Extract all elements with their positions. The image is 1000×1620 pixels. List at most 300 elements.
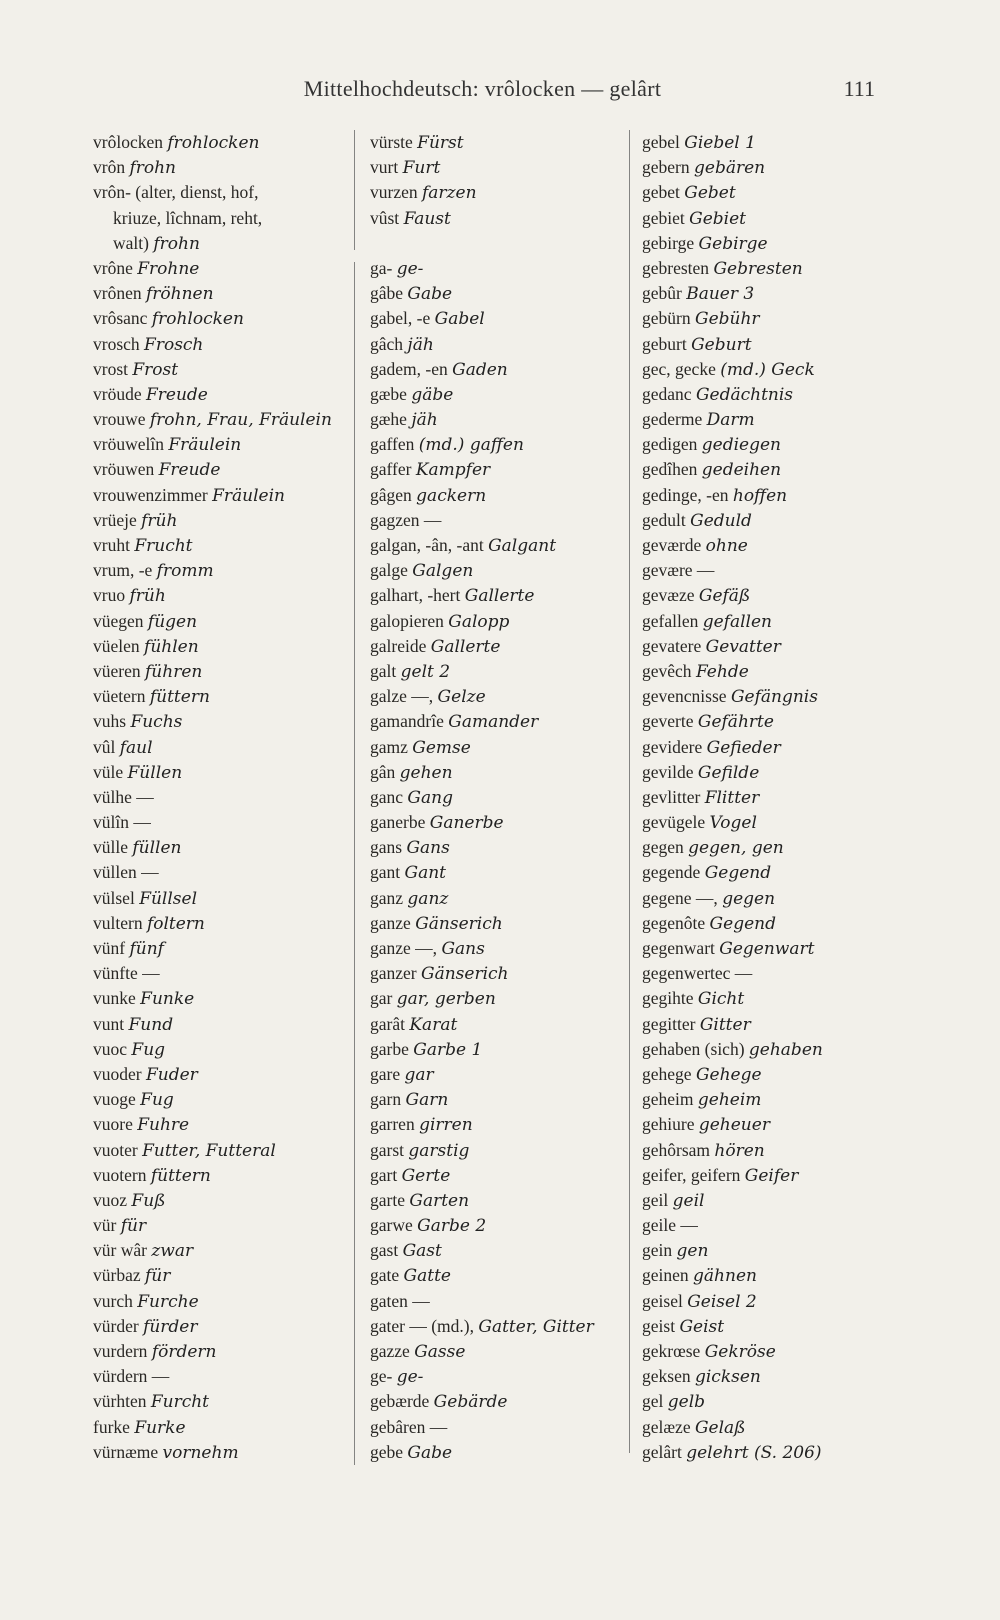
dictionary-entry xyxy=(642,835,942,860)
entry-gloss: Flitter xyxy=(704,787,760,808)
entry-gloss: Gevatter xyxy=(705,636,781,657)
entry-headword: gevêch xyxy=(642,660,692,681)
dictionary-entry xyxy=(642,1339,942,1364)
entry-gloss: gähnen xyxy=(693,1266,757,1287)
entry-gloss: gegen, gen xyxy=(688,838,784,859)
entry-gloss: Frohne xyxy=(137,258,200,279)
dictionary-entry xyxy=(93,1238,343,1263)
entry-headword: gæhe xyxy=(370,409,407,430)
dictionary-entry xyxy=(642,231,942,256)
entry-gloss: gedeihen xyxy=(701,460,782,481)
entry-gloss: Garten xyxy=(409,1190,470,1211)
entry-gloss: Garbe 1 xyxy=(413,1039,483,1060)
dictionary-entry xyxy=(370,332,625,357)
entry-gloss: Gans xyxy=(441,939,485,959)
dictionary-entry xyxy=(93,231,343,256)
entry-gloss: Gant xyxy=(404,863,447,884)
entry-headword: vrost xyxy=(93,358,128,379)
dictionary-entry xyxy=(370,180,625,205)
dictionary-entry xyxy=(93,1188,343,1213)
entry-headword: gebe xyxy=(370,1441,404,1462)
page-header xyxy=(90,76,875,106)
entry-gloss: ohne xyxy=(705,536,748,556)
dictionary-entry xyxy=(370,155,625,180)
dictionary-entry xyxy=(642,886,942,911)
entry-gloss: Freude xyxy=(158,460,221,481)
entry-headword: galopieren xyxy=(370,610,444,631)
dictionary-entry xyxy=(370,206,625,231)
dictionary-entry xyxy=(642,306,942,331)
dictionary-entry xyxy=(370,533,625,558)
dictionary-entry xyxy=(642,1389,942,1414)
dictionary-entry xyxy=(642,709,942,734)
entry-gloss: vornehm xyxy=(162,1442,239,1463)
dictionary-entry xyxy=(93,155,343,180)
entry-headword: gegenwart xyxy=(642,938,715,958)
entry-headword: galhart, -hert xyxy=(370,585,461,606)
entry-gloss: Fürst xyxy=(417,133,464,153)
entry-gloss: Gefängnis xyxy=(730,687,818,708)
entry-gloss: frohlocken xyxy=(151,309,244,330)
dictionary-entry xyxy=(642,961,942,986)
dictionary-entry xyxy=(93,684,343,709)
entry-gloss: Gekröse xyxy=(704,1342,776,1362)
dictionary-entry xyxy=(370,634,625,659)
entry-headword: garst xyxy=(370,1139,405,1160)
entry-headword: garn xyxy=(370,1089,402,1110)
entry-gloss: Gitter xyxy=(699,1014,751,1035)
entry-gloss: führen xyxy=(145,661,203,682)
entry-gloss: gen xyxy=(676,1241,709,1262)
dictionary-entry xyxy=(370,256,625,281)
entry-headword: gans xyxy=(370,837,403,858)
dictionary-entry xyxy=(642,1213,942,1238)
entry-headword: vrôlocken xyxy=(93,132,163,152)
entry-headword: gederme xyxy=(642,409,703,430)
entry-gloss: gegen xyxy=(722,888,776,909)
entry-headword: gevlitter xyxy=(642,786,701,807)
entry-gloss: füttern xyxy=(149,687,210,708)
entry-gloss: Gallerte xyxy=(430,636,501,657)
entry-headword: gaffer xyxy=(370,459,412,480)
entry-headword: vrône xyxy=(93,257,133,278)
entry-gloss: für xyxy=(145,1266,171,1287)
entry-headword: vuoz xyxy=(93,1189,128,1210)
dictionary-entry xyxy=(642,609,942,634)
dictionary-entry xyxy=(642,735,942,760)
entry-headword: vülle xyxy=(93,837,128,858)
entry-gloss: Vogel xyxy=(709,813,757,834)
dictionary-entry xyxy=(93,886,343,911)
entry-headword: geist xyxy=(642,1315,676,1336)
entry-headword: gelæze xyxy=(642,1416,691,1437)
entry-headword: vuotern xyxy=(93,1164,147,1185)
entry-gloss: gefallen xyxy=(702,611,772,632)
dictionary-entry xyxy=(370,911,625,936)
dictionary-entry xyxy=(93,1012,343,1037)
dictionary-entry xyxy=(642,155,942,180)
entry-headword: ga- xyxy=(370,257,393,278)
entry-gloss: Fug xyxy=(140,1090,174,1111)
entry-gloss: Gatte xyxy=(403,1266,451,1287)
dictionary-entry xyxy=(642,281,942,306)
entry-headword: vrônen xyxy=(93,283,142,304)
dictionary-entry xyxy=(93,1339,343,1364)
entry-gloss: Fuder xyxy=(145,1064,198,1085)
entry-gloss: Gebärde xyxy=(433,1392,508,1413)
dictionary-entry xyxy=(370,1339,625,1364)
entry-gloss: Gefährte xyxy=(697,712,774,733)
dictionary-entry xyxy=(93,1364,343,1389)
entry-headword: geisel xyxy=(642,1290,683,1311)
entry-headword: vunke xyxy=(93,988,136,1009)
dictionary-entry xyxy=(93,180,343,205)
entry-gloss: Füllsel xyxy=(139,888,198,909)
entry-headword: gâgen xyxy=(370,484,412,505)
dictionary-entry xyxy=(93,306,343,331)
entry-headword: gedult xyxy=(642,509,686,530)
entry-gloss: Fuchs xyxy=(130,712,183,733)
dictionary-entry xyxy=(93,281,343,306)
entry-gloss: (md.) gaffen xyxy=(418,435,524,456)
dictionary-entry xyxy=(370,860,625,885)
dictionary-entry xyxy=(642,1062,942,1087)
entry-gloss: Gegenwart xyxy=(719,939,815,959)
entry-gloss: früh xyxy=(141,510,178,531)
entry-headword: geburt xyxy=(642,333,687,354)
entry-headword: gevære — xyxy=(642,560,715,581)
dictionary-entry xyxy=(370,609,625,634)
dictionary-entry xyxy=(370,1012,625,1037)
dictionary-entry xyxy=(370,457,625,482)
entry-gloss: Gehege xyxy=(695,1064,762,1085)
entry-headword: gel xyxy=(642,1391,664,1412)
entry-headword: vröuwelîn xyxy=(93,434,164,455)
entry-gloss: Geburt xyxy=(691,334,752,355)
dictionary-entry xyxy=(93,130,343,155)
column-rule-left xyxy=(354,262,355,1465)
entry-headword: vurzen xyxy=(370,182,418,203)
entry-gloss: fünf xyxy=(129,939,164,959)
dictionary-entry xyxy=(93,457,343,482)
dictionary-entry xyxy=(93,1112,343,1137)
dictionary-entry xyxy=(642,986,942,1011)
entry-gloss: Gefilde xyxy=(697,762,760,783)
dictionary-entry xyxy=(93,432,343,457)
entry-headword: vrôsanc xyxy=(93,308,148,329)
entry-gloss: Galopp xyxy=(448,611,510,632)
dictionary-entry xyxy=(370,886,625,911)
entry-gloss: Gallerte xyxy=(464,586,535,607)
entry-headword: gebresten xyxy=(642,257,710,278)
entry-gloss: gackern xyxy=(416,485,487,506)
entry-headword: gegen xyxy=(642,837,684,858)
entry-gloss: Garn xyxy=(405,1090,449,1111)
entry-headword: vrüeje xyxy=(93,509,137,530)
dictionary-entry xyxy=(370,709,625,734)
dictionary-entry xyxy=(93,860,343,885)
entry-headword: gart xyxy=(370,1164,398,1185)
entry-headword: geværde xyxy=(642,535,702,555)
dictionary-entry xyxy=(642,1112,942,1137)
entry-headword: gedîhen xyxy=(642,459,698,480)
entry-gloss: (md.) Geck xyxy=(720,359,815,380)
entry-headword: gâbe xyxy=(370,283,404,304)
dictionary-entry xyxy=(93,1138,343,1163)
dictionary-entry xyxy=(642,684,942,709)
entry-gloss: Gelaß xyxy=(694,1417,746,1438)
entry-headword: gevencnisse xyxy=(642,686,727,707)
dictionary-entry xyxy=(93,357,343,382)
entry-gloss: fröhnen xyxy=(145,284,214,305)
dictionary-entry xyxy=(93,760,343,785)
dictionary-entry xyxy=(642,1289,942,1314)
dictionary-entry xyxy=(93,1289,343,1314)
entry-headword: garât xyxy=(370,1013,405,1034)
dictionary-entry xyxy=(370,306,625,331)
entry-gloss: Ganerbe xyxy=(429,813,504,834)
entry-headword: vürnæme xyxy=(93,1441,159,1462)
entry-gloss: Furt xyxy=(402,158,441,179)
entry-gloss: gicksen xyxy=(694,1367,761,1388)
dictionary-entry xyxy=(642,583,942,608)
entry-headword: ganc xyxy=(370,786,404,807)
entry-gloss: Giebel 1 xyxy=(684,133,756,153)
dictionary-entry xyxy=(370,835,625,860)
dictionary-entry xyxy=(93,634,343,659)
dictionary-entry xyxy=(370,659,625,684)
entry-gloss: hören xyxy=(714,1140,765,1161)
entry-headword: vurt xyxy=(370,157,399,178)
entry-headword: gebirge xyxy=(642,232,695,253)
entry-headword: gehege xyxy=(642,1063,692,1084)
entry-gloss: gebären xyxy=(694,158,766,179)
dictionary-entry xyxy=(93,332,343,357)
entry-headword: geheim xyxy=(642,1089,694,1110)
entry-headword: gelârt xyxy=(642,1441,682,1462)
dictionary-entry xyxy=(642,407,942,432)
entry-headword: vüllen — xyxy=(93,862,159,883)
dictionary-entry xyxy=(642,1037,942,1062)
entry-gloss: Gicht xyxy=(697,989,745,1010)
dictionary-entry xyxy=(370,735,625,760)
entry-gloss: hoffen xyxy=(732,485,788,506)
entry-headword: vuoc xyxy=(93,1038,128,1059)
dictionary-entry xyxy=(370,1440,625,1465)
entry-gloss: Gabel xyxy=(434,309,485,330)
entry-headword: vuoge xyxy=(93,1089,136,1110)
entry-gloss: Gerte xyxy=(401,1165,451,1186)
entry-gloss: gelb xyxy=(667,1392,706,1413)
entry-gloss: Frost xyxy=(132,359,179,380)
entry-headword: gevilde xyxy=(642,761,694,782)
entry-gloss: Gatter, Gitter xyxy=(478,1316,594,1337)
entry-headword: vüeren xyxy=(93,660,141,681)
entry-gloss: gäbe xyxy=(411,384,454,405)
entry-headword: vünfte — xyxy=(93,963,160,984)
entry-headword: gec, gecke xyxy=(642,358,716,379)
entry-gloss: Fräulein xyxy=(168,435,242,456)
entry-headword: gevatere xyxy=(642,635,702,656)
entry-headword: vûst xyxy=(370,207,400,228)
dictionary-entry xyxy=(642,1138,942,1163)
dictionary-entry xyxy=(642,533,942,558)
entry-gloss: garstig xyxy=(408,1140,470,1161)
entry-gloss: Gefäß xyxy=(698,586,751,607)
entry-gloss: Faust xyxy=(403,208,451,229)
entry-gloss: Furke xyxy=(134,1417,186,1438)
entry-headword: vüegen xyxy=(93,610,144,631)
entry-gloss: girren xyxy=(419,1115,473,1136)
entry-gloss: Garbe 2 xyxy=(417,1216,487,1237)
entry-headword: vûl xyxy=(93,736,116,757)
entry-headword: gamz xyxy=(370,736,408,757)
entry-gloss: frohn xyxy=(129,158,177,179)
entry-headword: gater — (md.), xyxy=(370,1315,474,1336)
entry-gloss: Gedächtnis xyxy=(695,384,794,405)
entry-gloss: Füllen xyxy=(127,762,183,783)
entry-gloss: Gabe xyxy=(407,284,453,305)
dictionary-column-1 xyxy=(93,130,343,1465)
entry-headword: ganze xyxy=(370,912,411,933)
dictionary-entry xyxy=(642,457,942,482)
entry-headword: vrum, -e xyxy=(93,560,153,581)
dictionary-entry xyxy=(93,1314,343,1339)
dictionary-entry xyxy=(642,180,942,205)
entry-gloss: füllen xyxy=(132,838,182,859)
dictionary-entry xyxy=(642,558,942,583)
entry-headword: galze —, xyxy=(370,686,434,707)
entry-gloss: Galgen xyxy=(412,561,474,582)
entry-gloss: Gänserich xyxy=(415,913,503,934)
entry-gloss: Fuß xyxy=(131,1190,166,1211)
dictionary-entry xyxy=(642,1364,942,1389)
dictionary-entry xyxy=(370,1037,625,1062)
dictionary-entry xyxy=(642,760,942,785)
dictionary-entry xyxy=(93,1263,343,1288)
entry-headword: vürder xyxy=(93,1315,139,1336)
entry-headword: vruo xyxy=(93,585,126,606)
dictionary-entry xyxy=(642,860,942,885)
dictionary-entry xyxy=(93,1062,343,1087)
entry-gloss: füttern xyxy=(150,1165,211,1186)
dictionary-entry xyxy=(93,1087,343,1112)
entry-headword: vultern xyxy=(93,912,143,933)
entry-headword: garren xyxy=(370,1114,415,1135)
entry-headword: gabel, -e xyxy=(370,308,431,329)
entry-headword: gebâren — xyxy=(370,1416,448,1437)
dictionary-entry xyxy=(642,1440,942,1465)
dictionary-entry xyxy=(93,709,343,734)
dictionary-entry xyxy=(370,1289,625,1314)
dictionary-entry xyxy=(93,785,343,810)
dictionary-entry xyxy=(93,583,343,608)
entry-gloss: Gasse xyxy=(414,1342,466,1362)
dictionary-entry xyxy=(93,407,343,432)
entry-gloss: frohn xyxy=(153,233,200,254)
entry-gloss: Galgant xyxy=(488,536,557,556)
entry-headword: walt) xyxy=(113,232,149,253)
dictionary-entry xyxy=(93,1440,343,1465)
dictionary-entry xyxy=(642,1314,942,1339)
entry-gloss: Gefieder xyxy=(706,737,781,758)
entry-gloss: frohn, Frau, Fräulein xyxy=(149,410,332,431)
entry-headword: vrosch xyxy=(93,333,140,354)
column-rule-top xyxy=(354,130,355,250)
entry-headword: gedinge, -en xyxy=(642,484,729,505)
entry-headword: geverte xyxy=(642,711,694,732)
dictionary-entry xyxy=(642,1415,942,1440)
entry-gloss: Futter, Futteral xyxy=(142,1140,276,1161)
entry-headword: ganze —, xyxy=(370,938,438,958)
entry-headword: gamandrîe xyxy=(370,711,444,732)
dictionary-entry xyxy=(370,1263,625,1288)
entry-headword: vröuwen xyxy=(93,459,155,480)
entry-headword: geile — xyxy=(642,1215,698,1236)
entry-headword: vuoter xyxy=(93,1139,138,1160)
dictionary-entry xyxy=(93,961,343,986)
entry-gloss: Funke xyxy=(140,989,195,1010)
entry-headword: garbe xyxy=(370,1038,409,1059)
entry-headword: vuore xyxy=(93,1114,133,1135)
dictionary-entry xyxy=(93,659,343,684)
entry-headword: ganzer xyxy=(370,963,417,984)
entry-gloss: Gebirge xyxy=(698,233,768,254)
entry-headword: vuoder xyxy=(93,1063,142,1084)
dictionary-entry xyxy=(370,583,625,608)
entry-headword: gegenôte xyxy=(642,912,706,933)
dictionary-entry xyxy=(370,1213,625,1238)
entry-headword: gate xyxy=(370,1265,400,1286)
entry-headword: gebern xyxy=(642,157,690,178)
entry-headword: gâch xyxy=(370,333,404,354)
entry-headword: gebûr xyxy=(642,283,682,304)
entry-gloss: frohlocken xyxy=(167,133,260,153)
entry-gloss: Bauer 3 xyxy=(686,284,755,305)
entry-headword: vruht xyxy=(93,535,130,555)
entry-headword: vüle xyxy=(93,761,124,782)
entry-gloss: Fehde xyxy=(695,661,749,682)
entry-headword: gebet xyxy=(642,182,680,203)
dictionary-entry xyxy=(370,961,625,986)
entry-gloss: Frosch xyxy=(144,334,204,355)
dictionary-entry xyxy=(642,1163,942,1188)
entry-headword: gagzen — xyxy=(370,509,442,530)
entry-headword: gehôrsam xyxy=(642,1139,711,1160)
dictionary-entry xyxy=(93,206,343,231)
dictionary-entry xyxy=(642,1263,942,1288)
dictionary-entry xyxy=(370,1238,625,1263)
entry-headword: vrôn- (alter, dienst, hof, xyxy=(93,182,259,203)
entry-gloss: zwar xyxy=(151,1241,194,1262)
dictionary-entry xyxy=(370,684,625,709)
dictionary-entry xyxy=(370,281,625,306)
entry-gloss: fürder xyxy=(143,1316,198,1337)
entry-gloss: Gast xyxy=(402,1241,442,1262)
dictionary-entry xyxy=(642,332,942,357)
entry-gloss: fördern xyxy=(151,1342,217,1362)
entry-headword: gedanc xyxy=(642,383,692,404)
entry-headword: gevæze xyxy=(642,585,695,606)
entry-headword: gefallen xyxy=(642,610,699,631)
dictionary-entry xyxy=(370,1138,625,1163)
entry-gloss: geheuer xyxy=(698,1115,770,1136)
dictionary-entry xyxy=(642,634,942,659)
entry-headword: vür wâr xyxy=(93,1240,147,1261)
dictionary-entry xyxy=(93,483,343,508)
entry-gloss: ge- xyxy=(396,258,424,279)
entry-headword: gebürn xyxy=(642,308,691,329)
